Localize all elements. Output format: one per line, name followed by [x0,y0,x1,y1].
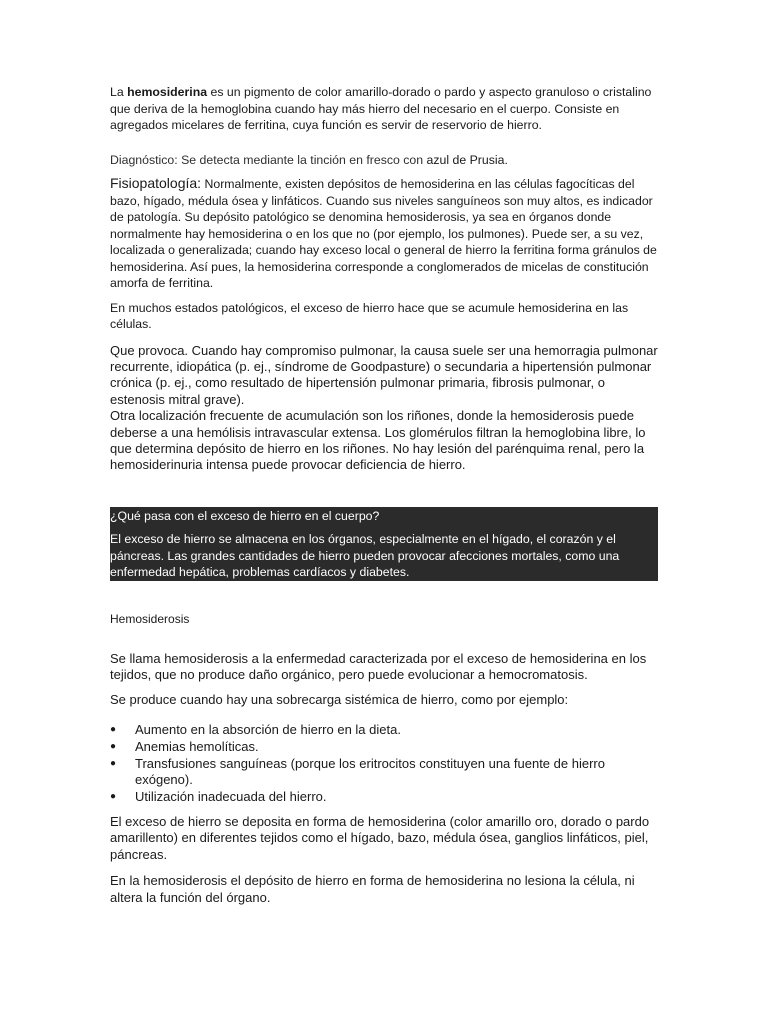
conclusion-paragraph: En la hemosiderosis el depósito de hierro en forma de hemosiderina no lesiona la célula, ni altera la función del órgano. [110,873,635,905]
localizacion-paragraph: Otra localización frecuente de acumulación son los riñones, donde la hemosiderosis puede deberse a una hemólisis intravascular extensa. Los glomérulos filtran la hemoglobina libre, lo que determina depósito de hierro en los riñones. No hay lesión del parénquima renal, pero la hemosiderinuria intensa puede provocar deficiencia de hierro. [110,408,646,473]
fisiopatologia-heading: Fisiopatología: [110,175,202,191]
intro-rest: es un pigmento de color amarillo-dorado o pardo y aspecto granuloso o cristalino que deriva de la hemoglobina cuando hay más hierro del necesario en el cuerpo. Consiste en agregados micelares de ferritina, cuya función es servir de reservorio de hierro. [110,85,652,132]
provoca-paragraph: Que provoca. Cuando hay compromiso pulmonar, la causa suele ser una hemorragia pulmonar recurrente, idiopática (p. ej., síndrome de Goodpasture) o secundaria a hipertensión pulmonar crónica (p. ej., como resultado de hipertensión pulmonar primaria, fibrosis pulmonar, o estenosis mitral grave). [110,342,658,407]
list-item-text: Aumento en la absorción de hierro en la dieta. [135,721,401,737]
diagnostico-paragraph [110,152,658,169]
diagnostico-lead: Diagnóstico: Se detecta mediante la tinción en fresco con [110,152,427,167]
bullet-icon: ● [110,791,117,803]
list-item [110,756,658,790]
diagnostico-end: . [504,152,508,167]
intro-paragraph [110,84,658,134]
box-question: ¿Qué pasa con el exceso de hierro en el cuerpo? [110,508,380,523]
list-item-text: Anemias hemolíticas. [135,738,259,754]
bullet-icon: ● [110,740,117,752]
intro-lead: La [110,85,128,99]
diagnostico-term: azul de Prusia [426,152,505,167]
list-item [110,739,658,756]
fisiopatologia-text: Normalmente, existen depósitos de hemosiderina en las células fagocíticas del bazo, hígado, médula ósea y linfáticos. Cuando sus niveles sanguíneos son muy altos, es indicador de patología. Su depósito patológico se denomina hemosiderosis, ya sea en órganos donde normalmente hay hemosiderina o en los que no (por ejemplo, los pulmones). Puede ser, a su vez, localizada o generalizada; cuando hay exceso local o general de hierro la ferritina forma gránulos de hemosiderina. Así pues, la hemosiderina corresponde a conglomerados de micelas de constitución amorfa de ferritina. [110,177,657,290]
document-page [110,84,658,906]
hemo-term: hemosiderosis [164,650,249,666]
hemosiderosis-title: Hemosiderosis [110,611,190,626]
list-item [110,789,658,806]
bullet-icon: ● [110,757,117,769]
fisiopatologia-paragraph [110,175,658,292]
estados-paragraph: En muchos estados patológicos, el exceso de hierro hace que se acumule hemosiderina en las células. [110,300,629,331]
box-answer: El exceso de hierro se almacena en los órganos, especialmente en el hígado, el corazón y el páncreas. Las grandes cantidades de hierro pueden provocar afecciones mortales, como una enfermedad hepática, problemas cardíacos y diabetes. [110,532,620,580]
bullet-icon: ● [110,723,117,735]
causes-list [110,722,658,806]
list-item [110,722,658,739]
highlight-box [110,507,658,581]
list-item-text: Utilización inadecuada del hierro. [135,789,327,805]
list-item-text: Transfusiones sanguíneas (porque los eritrocitos constituyen una fuente de hierro exógeno). [135,755,605,788]
hemosiderosis-definition [110,651,658,684]
hemo-lead: Se llama [110,650,165,666]
sobrecarga-paragraph: Se produce cuando hay una sobrecarga sistémica de hierro, como por ejemplo: [110,691,569,707]
intro-term: hemosiderina [127,85,208,99]
deposito-paragraph: El exceso de hierro se deposita en forma de hemosiderina (color amarillo oro, dorado o pardo amarillento) en diferentes tejidos como el hígado, bazo, médula ósea, ganglios linfáticos, piel, páncreas. [110,813,650,862]
hemo-rest: a la enfermedad caracterizada por el exceso de hemosiderina en los tejidos, que no produce daño orgánico, pero puede evolucionar a hemocromatosis. [110,650,647,683]
